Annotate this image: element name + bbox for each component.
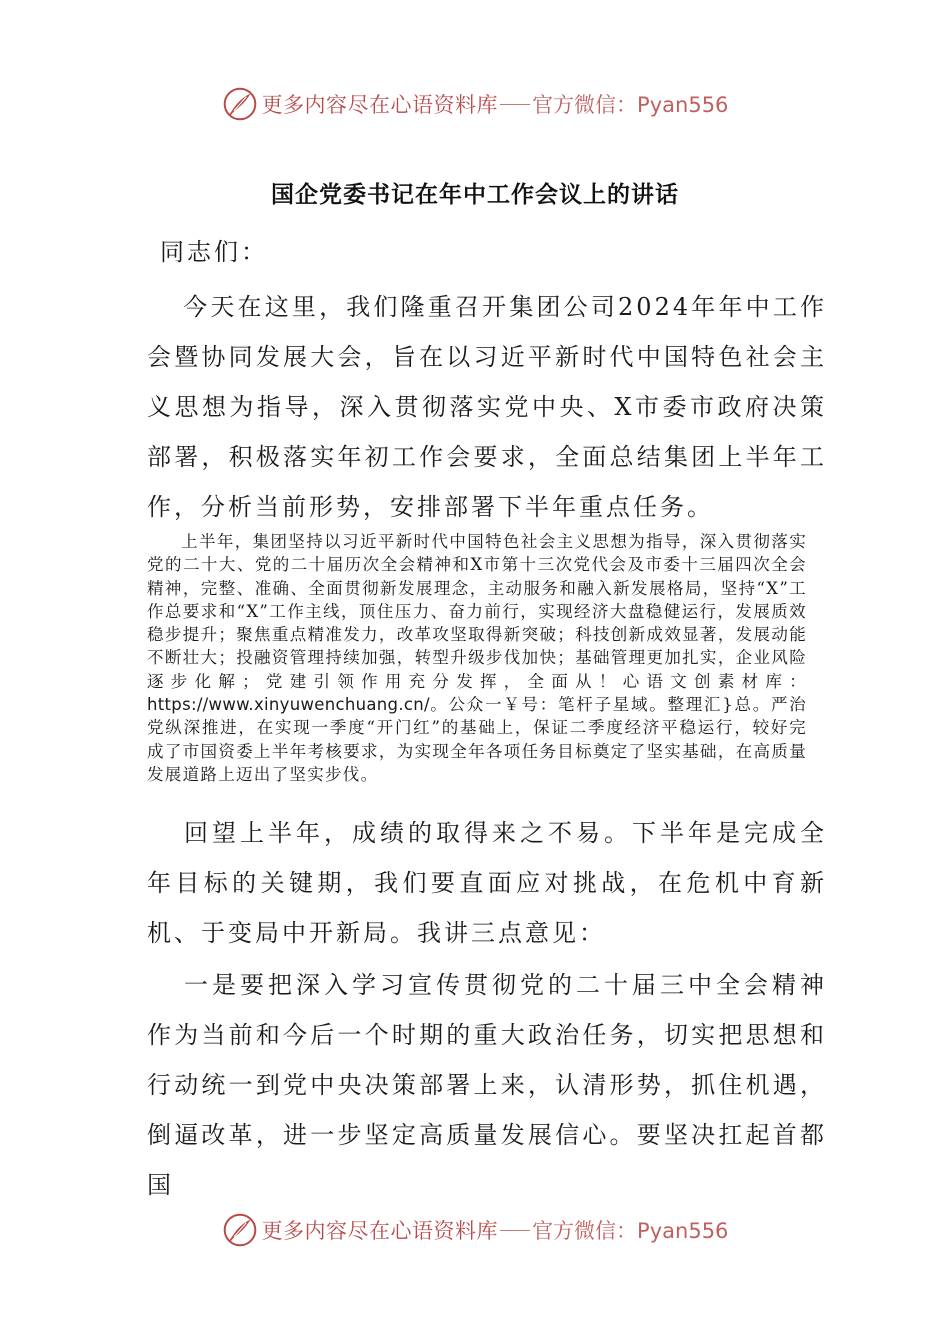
quill-pen-logo-icon — [222, 86, 258, 122]
banner-dash — [500, 1230, 530, 1231]
paragraph-point-one — [147, 960, 827, 1210]
paragraph-outlook — [147, 808, 827, 958]
banner-dash — [500, 104, 530, 105]
paragraph-review-text-1: 上半年，集团坚持以习近平新时代中国特色社会主义思想为指导，深入贯彻落实党的二十大、党的二十届历次全会精神和X市第十三次党代会及市委十三届四次全会精神，完整、准确、全面贯彻新发展理念，主动服务和融入新发展格局，坚持“X”工作总要求和“X”工作主线，顶住压力、奋力前行，实现经济大盘稳健运行，发展质效稳步提升；聚焦重点精准发力，改革攻坚取得新突破；科技创新成效显著，发展动能不断壮大；投融资管理持续加强，转型升级步伐加快；基础管理更加扎实，企业风险逐步化解；党建引领作用充分发挥，全面从！心语文创素材库： — [147, 532, 807, 691]
banner-text: 更多内容尽在心语资料库 — [261, 93, 499, 117]
paragraph-first-half-review — [147, 530, 807, 786]
header-watermark-banner — [0, 84, 950, 124]
paragraph-intro-text: 今天在这里，我们隆重召开集团公司2024年年中工作会暨协同发展大会，旨在以习近平新时代中国特色社会主义思想为指导，深入贯彻落实党中央、X市委市政府决策部署，积极落实年初工作会要求，全面总结集团上半年工作，分析当前形势，安排部署下半年重点任务。 — [147, 293, 827, 521]
document-title: 国企党委书记在年中工作会议上的讲话 — [271, 182, 679, 208]
paragraph-outlook-text: 回望上半年，成绩的取得来之不易。下半年是完成全年目标的关键期，我们要直面应对挑战，在危机中育新机、于变局中开新局。我讲三点意见： — [147, 819, 827, 947]
salutation: 同志们： — [160, 238, 268, 266]
paragraph-intro — [147, 282, 827, 532]
footer-watermark-banner — [0, 1210, 950, 1250]
banner-text: 更多内容尽在心语资料库 — [261, 1219, 499, 1243]
quill-pen-logo-icon — [222, 1212, 258, 1248]
banner-wechat: 官方微信：Pyan556 — [532, 1219, 729, 1243]
banner-wechat: 官方微信：Pyan556 — [532, 93, 729, 117]
paragraph-review-text-2: 。公众一￥号：笔杆子星域。整理汇}总。严治党纵深推进，在实现一季度“开门红”的基础上，保证二季度经济平稳运行，较好完成了市国资委上半年考核要求，为实现全年各项任务目标奠定了坚实基础，在高质量发展道路上迈出了坚实步伐。 — [147, 695, 807, 784]
paragraph-point-one-text: 一是要把深入学习宣传贯彻党的二十届三中全会精神作为当前和今后一个时期的重大政治任务，切实把思想和行动统一到党中央决策部署上来，认清形势，抓住机遇，倒逼改革，进一步坚定高质量发展信心。要坚决扛起首都国 — [147, 971, 827, 1199]
source-url-text: https://www.xinyuwenchuang.cn/ — [147, 695, 430, 715]
